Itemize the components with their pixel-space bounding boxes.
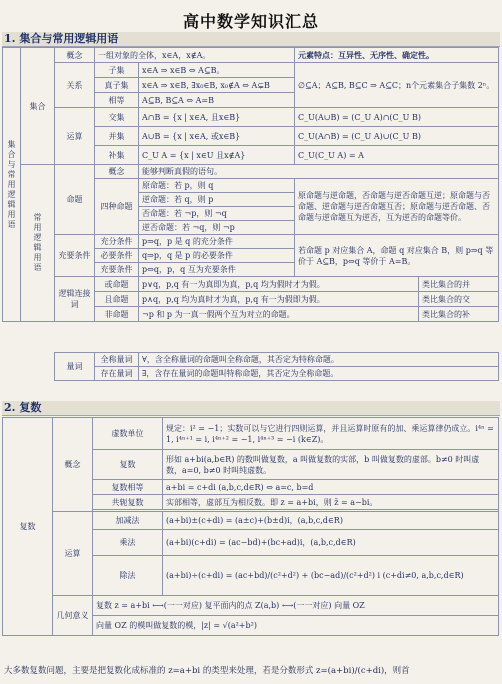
four-proposition-row: 逆否命题：若 ¬q，则 ¬p <box>139 221 295 235</box>
condition-name: 充要条件 <box>95 263 139 277</box>
connective-name: 且命题 <box>95 292 139 307</box>
section-header-complex: 2. 复数 <box>2 401 500 416</box>
concept-text: 一组对象的全体，x∈A，x∉A。 <box>95 48 295 63</box>
relation-note: ∅⊆A；A⊆B, B⊆C ⇒ A⊆C；n个元素集合子集数 2ⁿ。 <box>295 63 499 108</box>
sets-logic-table <box>2 47 499 322</box>
connective-note: 类比集合的并 <box>419 277 499 292</box>
operation-formula: A∩B = {x | x∈A, 且x∈B} <box>139 108 295 127</box>
connective-note: 类比集合的补 <box>419 307 499 322</box>
connective-text: ¬p 和 p 为一真一假两个互为对立的命题。 <box>139 307 419 322</box>
geometry-line-2: 向量 OZ 的模叫做复数的模，|z| = √(a²+b²) <box>93 616 499 636</box>
proposition-concept-text: 能够判断真假的语句。 <box>139 165 499 179</box>
condition-row: p⇒q，p 是 q 的充分条件 <box>139 235 295 249</box>
complex-outer-label: 复数 <box>3 418 53 636</box>
relation-name: 子集 <box>95 63 139 78</box>
relation-formula: x∈A ⇒ x∈B ⇔ A⊆B。 <box>139 63 295 78</box>
quantifier-name: 全称量词 <box>95 353 139 367</box>
relation-formula: x∈A ⇒ x∈B, ∃x₀∈B, x₀∉A ⇔ A⊊B <box>139 78 295 93</box>
complex-equal-text: a+bi = c+di (a,b,c,d∈R) ⇔ a=c, b=d <box>163 480 499 495</box>
geometry-label: 几何意义 <box>53 596 93 636</box>
complex-concept-label: 概念 <box>53 418 93 512</box>
connective-text: p∧q，p,q 均为真时才为真，p,q 有一为假即为假。 <box>139 292 419 307</box>
operation-law: C_U(A∩B) = (C_U A)∪(C_U B) <box>295 127 499 146</box>
sets-label: 集合 <box>21 48 55 165</box>
complex-number-name: 复数 <box>93 450 163 480</box>
four-propositions-label: 四种命题 <box>95 179 139 235</box>
complex-op-text: (a+bi)(c+di) = (ac−bd)+(bc+ad)i，(a,b,c,d∈R) <box>163 530 499 556</box>
operation-law: C_U(A∪B) = (C_U A)∩(C_U B) <box>295 108 499 127</box>
complex-op-text: (a+bi)÷(c+di) = (ac+bd)/(c²+d²) + (bc−ad)/(c²+d²) i (c+di≠0, a,b,c,d∈R) <box>163 556 499 596</box>
four-proposition-row: 否命题：若 ¬p，则 ¬q <box>139 207 295 221</box>
connective-text: p∨q，p,q 有一为真即为真，p,q 均为假时才为假。 <box>139 277 419 292</box>
complex-operation-label: 运算 <box>53 512 93 596</box>
complex-number-text: 形如 a+bi(a,b∈R) 的数叫做复数，a 叫做复数的实部，b 叫做复数的虚部。b≠0 时叫虚数，a=0, b≠0 时叫纯虚数。 <box>163 450 499 480</box>
condition-name: 必要条件 <box>95 249 139 263</box>
quantifier-name: 存在量词 <box>95 367 139 381</box>
complex-table <box>2 417 499 636</box>
proposition-concept-label: 概念 <box>95 165 139 179</box>
complex-op-text: (a+bi)±(c+di) = (a±c)+(b±d)i，(a,b,c,d∈R) <box>163 512 499 530</box>
quantifier-text: ∀，含全称量词的命题叫全称命题，其否定为特称命题。 <box>139 353 499 367</box>
operation-law: C_U(C_U A) = A <box>295 146 499 165</box>
connective-name: 非命题 <box>95 307 139 322</box>
operation-formula: A∪B = {x | x∈A, 或x∈B} <box>139 127 295 146</box>
relation-formula: A⊆B, B⊆A ⇔ A=B <box>139 93 295 108</box>
condition-row: p⇔q，p，q 互为充要条件 <box>139 263 295 277</box>
quantifiers-label: 量词 <box>55 353 95 381</box>
connective-name: 或命题 <box>95 277 139 292</box>
operation-name: 交集 <box>95 108 139 127</box>
complex-op-name: 除法 <box>93 556 163 596</box>
page-title: 高中数学知识汇总 <box>182 12 319 31</box>
complex-op-name: 加减法 <box>93 512 163 530</box>
conjugate-text: 实部相等，虚部互为相反数。即 z = a+bi，则 z̄ = a−bi。 <box>163 495 499 510</box>
logic-label: 常用逻辑用语 <box>21 165 55 322</box>
relation-label: 关系 <box>55 63 95 108</box>
section-header-sets-logic: 1. 集合与常用逻辑用语 <box>2 32 500 47</box>
complex-op-name: 乘法 <box>93 530 163 556</box>
operation-formula: C_U A = {x | x∈U 且x∉A} <box>139 146 295 165</box>
relation-name: 相等 <box>95 93 139 108</box>
relation-name: 真子集 <box>95 78 139 93</box>
proposition-note: 原命题与逆命题，否命题与逆否命题互逆；原命题与否命题、逆命题与逆否命题互否；原命题与逆否命题、否命题与逆命题互为逆否，互为逆否的命题等价。 <box>295 179 499 235</box>
concept-feature: 元素特点：互异性、无序性、确定性。 <box>295 48 499 63</box>
connectives-label: 逻辑连接词 <box>55 277 95 322</box>
quantifiers-table <box>54 352 499 381</box>
operation-name: 补集 <box>95 146 139 165</box>
proposition-label: 命题 <box>55 165 95 235</box>
condition-name: 充分条件 <box>95 235 139 249</box>
connective-note: 类比集合的交 <box>419 292 499 307</box>
conditions-label: 充要条件 <box>55 235 95 277</box>
imag-unit-text: 规定：i² = −1；实数可以与它进行四则运算，并且运算时原有的加、乘运算律仍成立。i⁴ⁿ = 1, i⁴ⁿ⁺¹ = i, i⁴ⁿ⁺² = −1, i⁴ⁿ⁺³ = −i (k∈Z)。 <box>163 418 499 450</box>
concept-label: 概念 <box>55 48 95 63</box>
geometry-line-1: 复数 z = a+bi ⟷(一一对应) 复平面内的点 Z(a,b) ⟷(一一对应) 向量 OZ <box>93 596 499 616</box>
condition-row: q⇒p，q 是 p 的必要条件 <box>139 249 295 263</box>
outer-label-sets-logic: 集合与常用逻辑用语 <box>3 48 21 322</box>
four-proposition-row: 原命题：若 p，则 q <box>139 179 295 193</box>
footer-note: 大多数复数问题，主要是把复数化成标准的 z=a+bi 的类型来处理，若是分数形式 z=(a+bi)/(c+di)，则首 <box>4 666 410 676</box>
quantifier-text: ∃，含存在量词的命题叫特称命题，其否定为全称命题。 <box>139 367 499 381</box>
imag-unit-name: 虚数单位 <box>93 418 163 450</box>
operation-label: 运算 <box>55 108 95 165</box>
four-proposition-row: 逆命题：若 q，则 p <box>139 193 295 207</box>
conditions-note: 若命题 p 对应集合 A，命题 q 对应集合 B，则 p⇒q 等价于 A⊆B，p⇔q 等价于 A=B。 <box>295 235 499 277</box>
operation-name: 并集 <box>95 127 139 146</box>
complex-equal-name: 复数相等 <box>93 480 163 495</box>
conjugate-name: 共轭复数 <box>93 495 163 510</box>
